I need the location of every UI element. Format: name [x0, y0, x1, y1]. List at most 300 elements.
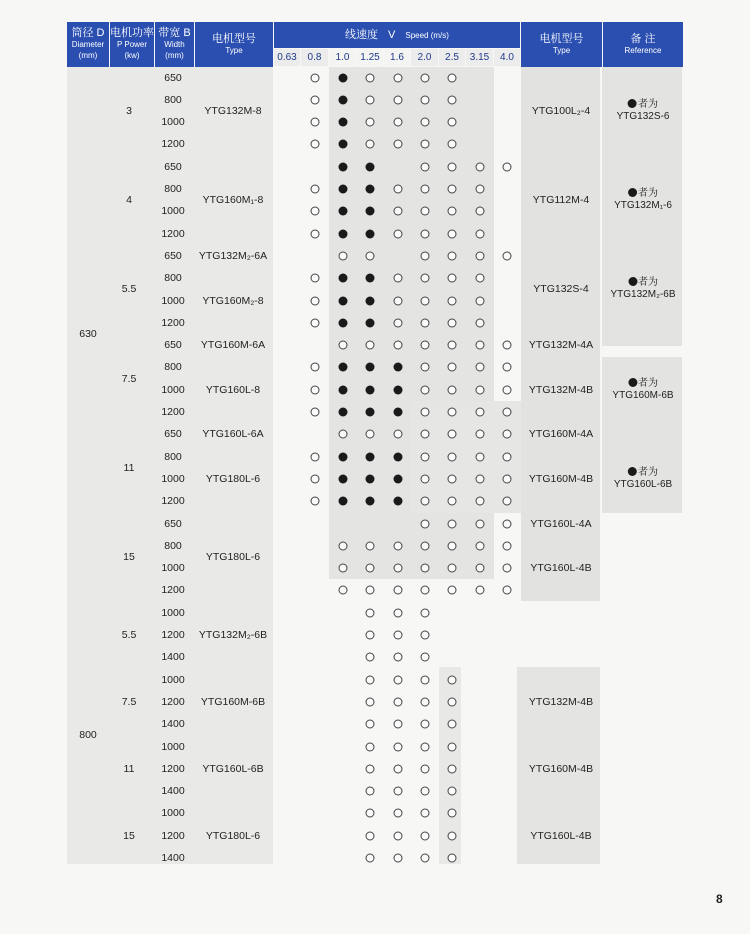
open-circle-icon — [394, 207, 403, 216]
open-circle-icon — [448, 229, 457, 238]
open-circle-icon — [448, 742, 457, 751]
motor-type-2: YTG160L-4A — [530, 517, 592, 530]
filled-dot-icon — [394, 497, 403, 506]
type-header — [195, 22, 273, 67]
open-circle-icon — [421, 296, 430, 305]
open-circle-icon — [476, 185, 485, 194]
open-circle-icon — [503, 564, 512, 573]
open-circle-icon — [448, 787, 457, 796]
belt-width: 1000 — [161, 606, 185, 619]
motor-type: YTG132M₂-6B — [198, 629, 268, 641]
speed-col-header: 2.5 — [439, 49, 465, 66]
open-circle-icon — [311, 452, 320, 461]
open-circle-icon — [476, 497, 485, 506]
diameter-header — [67, 22, 109, 67]
belt-width: 1200 — [161, 316, 185, 329]
open-circle-icon — [339, 586, 348, 595]
open-circle-icon — [448, 318, 457, 327]
power-header — [110, 22, 154, 67]
open-circle-icon — [421, 185, 430, 194]
open-circle-icon — [476, 385, 485, 394]
belt-width: 1000 — [161, 673, 185, 686]
belt-width: 1000 — [161, 205, 185, 218]
open-circle-icon — [448, 185, 457, 194]
filled-dot-icon — [366, 497, 375, 506]
open-circle-icon — [476, 430, 485, 439]
filled-dot-icon — [339, 274, 348, 283]
width-header-en1: Width — [164, 40, 185, 49]
reference-note — [614, 467, 672, 491]
open-circle-icon — [366, 564, 375, 573]
open-circle-icon — [394, 185, 403, 194]
open-circle-icon — [448, 430, 457, 439]
speed-header-zh: 线速度 — [345, 28, 379, 41]
power-value: 7.5 — [121, 372, 137, 385]
motor-type: YTG160L-6B — [202, 762, 264, 775]
open-circle-icon — [421, 608, 430, 617]
open-circle-icon — [503, 341, 512, 350]
motor-type: YTG160M₁-8 — [202, 194, 264, 207]
belt-width: 650 — [164, 249, 182, 262]
open-circle-icon — [503, 497, 512, 506]
open-circle-icon — [394, 564, 403, 573]
belt-width: 1400 — [161, 651, 185, 664]
open-circle-icon — [339, 564, 348, 573]
open-circle-icon — [448, 363, 457, 372]
open-circle-icon — [448, 497, 457, 506]
open-circle-icon — [448, 207, 457, 216]
open-circle-icon — [394, 296, 403, 305]
open-circle-icon — [503, 430, 512, 439]
open-circle-icon — [476, 251, 485, 260]
belt-width: 650 — [164, 339, 182, 352]
reference-line-2: YTG132M₂-6B — [610, 289, 676, 301]
open-circle-icon — [421, 564, 430, 573]
open-circle-icon — [339, 541, 348, 550]
belt-width: 650 — [164, 428, 182, 441]
reference-line-1 — [617, 99, 670, 111]
power-value: 11 — [123, 461, 135, 474]
open-circle-icon — [421, 363, 430, 372]
belt-width: 800 — [164, 272, 182, 285]
belt-width: 1000 — [161, 740, 185, 753]
open-circle-icon — [448, 408, 457, 417]
belt-width: 1200 — [161, 829, 185, 842]
filled-dot-icon — [628, 378, 637, 387]
reference-line-1-text: 者为 — [638, 98, 658, 110]
open-circle-icon — [394, 341, 403, 350]
motor-type: YTG132M₂-6A — [198, 249, 268, 262]
open-circle-icon — [421, 140, 430, 149]
diameter-header-zh: 筒径 D — [71, 27, 105, 39]
motor-type-2: YTG160M-4A — [528, 428, 594, 441]
open-circle-icon — [448, 675, 457, 684]
open-circle-icon — [421, 162, 430, 171]
power-header-en1: P Power — [116, 40, 148, 49]
open-circle-icon — [421, 408, 430, 417]
open-circle-icon — [394, 318, 403, 327]
open-circle-icon — [448, 764, 457, 773]
open-circle-icon — [366, 631, 375, 640]
motor-type: YTG180L-6 — [205, 550, 261, 563]
open-circle-icon — [339, 251, 348, 260]
open-circle-icon — [421, 586, 430, 595]
belt-width: 1400 — [161, 718, 185, 731]
open-circle-icon — [503, 363, 512, 372]
reference-note — [612, 378, 673, 402]
reference-line-1-text: 者为 — [637, 377, 658, 389]
open-circle-icon — [394, 720, 403, 729]
motor-type: YTG180L-6 — [205, 829, 261, 842]
open-circle-icon — [448, 564, 457, 573]
open-circle-icon — [421, 452, 430, 461]
filled-dot-icon — [366, 296, 375, 305]
open-circle-icon — [503, 385, 512, 394]
motor-type-2: YTG160M-4B — [528, 472, 594, 485]
open-circle-icon — [394, 608, 403, 617]
reference-note — [610, 277, 675, 301]
open-circle-icon — [448, 831, 457, 840]
open-circle-icon — [448, 251, 457, 260]
open-circle-icon — [476, 519, 485, 528]
motor-type: YTG160M-6B — [200, 695, 266, 708]
open-circle-icon — [421, 474, 430, 483]
filled-dot-icon — [628, 467, 637, 476]
open-circle-icon — [394, 274, 403, 283]
open-circle-icon — [476, 363, 485, 372]
belt-width: 1000 — [161, 294, 185, 307]
filled-dot-icon — [339, 229, 348, 238]
open-circle-icon — [448, 95, 457, 104]
belt-width: 1200 — [161, 406, 185, 418]
type2-header-en1: Type — [552, 45, 571, 55]
open-circle-icon — [476, 408, 485, 417]
open-circle-icon — [448, 296, 457, 305]
open-circle-icon — [394, 854, 403, 863]
motor-type-2: YTG160M-4B — [528, 762, 594, 775]
type-header-en1: Type — [225, 45, 243, 55]
open-circle-icon — [476, 541, 485, 550]
width-header-zh: 带宽 B — [158, 27, 191, 39]
open-circle-icon — [476, 586, 485, 595]
open-circle-icon — [421, 742, 430, 751]
open-circle-icon — [394, 95, 403, 104]
motor-type-2: YTG100L₂-4 — [531, 104, 591, 117]
open-circle-icon — [366, 675, 375, 684]
open-circle-icon — [476, 229, 485, 238]
open-circle-icon — [476, 318, 485, 327]
open-circle-icon — [421, 809, 430, 818]
open-circle-icon — [448, 162, 457, 171]
open-circle-icon — [503, 408, 512, 417]
open-circle-icon — [394, 631, 403, 640]
open-circle-icon — [448, 854, 457, 863]
reference-line-2: YTG132M₁-6 — [614, 200, 672, 212]
filled-dot-icon — [366, 408, 375, 417]
belt-width: 650 — [164, 517, 182, 530]
motor-type: YTG132M-8 — [204, 104, 262, 117]
open-circle-icon — [476, 564, 485, 573]
belt-width: 650 — [164, 71, 182, 84]
diameter-header-en1: Diameter — [71, 40, 105, 49]
open-circle-icon — [448, 341, 457, 350]
motor-type-2: YTG132S-4 — [533, 283, 589, 296]
speed-col-header: 2.0 — [411, 49, 438, 66]
open-circle-icon — [394, 541, 403, 550]
open-circle-icon — [366, 430, 375, 439]
open-circle-icon — [503, 541, 512, 550]
open-circle-icon — [448, 274, 457, 283]
open-circle-icon — [366, 608, 375, 617]
belt-width: 1000 — [161, 562, 185, 575]
open-circle-icon — [448, 720, 457, 729]
filled-dot-icon — [366, 162, 375, 171]
open-circle-icon — [448, 140, 457, 149]
belt-width: 800 — [164, 450, 182, 463]
open-circle-icon — [311, 185, 320, 194]
motor-type-2: YTG160L-4B — [530, 829, 592, 842]
diameter-header-en2: (mm) — [78, 51, 98, 60]
power-value: 11 — [123, 762, 135, 775]
open-circle-icon — [366, 854, 375, 863]
open-circle-icon — [421, 318, 430, 327]
power-value: 15 — [123, 550, 135, 563]
reference-line-1-text: 者为 — [638, 188, 658, 200]
diameter-value: 630 — [79, 327, 97, 340]
filled-dot-icon — [339, 118, 348, 127]
motor-type-2: YTG132M-4A — [528, 339, 594, 352]
open-circle-icon — [503, 474, 512, 483]
open-circle-icon — [476, 452, 485, 461]
open-circle-icon — [421, 831, 430, 840]
open-circle-icon — [366, 140, 375, 149]
reference-header-en1: Reference — [624, 45, 662, 55]
open-circle-icon — [311, 497, 320, 506]
reference-line-1 — [614, 188, 672, 200]
filled-dot-icon — [628, 188, 637, 197]
belt-width: 1400 — [161, 852, 185, 864]
speed-col-header: 1.6 — [384, 49, 410, 66]
motor-type-2: YTG160L-4B — [530, 562, 592, 575]
open-circle-icon — [448, 586, 457, 595]
open-circle-icon — [448, 452, 457, 461]
filled-dot-icon — [366, 318, 375, 327]
speed-header-v: V — [388, 28, 396, 41]
open-circle-icon — [421, 251, 430, 260]
filled-dot-icon — [339, 497, 348, 506]
open-circle-icon — [421, 497, 430, 506]
open-circle-icon — [448, 541, 457, 550]
open-circle-icon — [366, 764, 375, 773]
open-circle-icon — [311, 207, 320, 216]
power-value: 4 — [126, 194, 132, 207]
open-circle-icon — [476, 207, 485, 216]
open-circle-icon — [421, 341, 430, 350]
power-value: 7.5 — [121, 695, 137, 708]
open-circle-icon — [421, 385, 430, 394]
speed-col-header: 0.63 — [274, 49, 300, 66]
filled-dot-icon — [339, 474, 348, 483]
power-value: 5.5 — [121, 629, 137, 641]
reference-note — [617, 99, 670, 123]
motor-type: YTG160L-6A — [202, 428, 264, 441]
belt-width: 1200 — [161, 138, 185, 151]
open-circle-icon — [394, 809, 403, 818]
open-circle-icon — [311, 140, 320, 149]
open-circle-icon — [366, 118, 375, 127]
open-circle-icon — [366, 787, 375, 796]
open-circle-icon — [311, 296, 320, 305]
reference-line-1 — [612, 378, 673, 390]
open-circle-icon — [421, 720, 430, 729]
motor-type: YTG160M-6A — [200, 339, 266, 352]
speed-header-en: Speed (m/s) — [405, 30, 449, 40]
open-circle-icon — [503, 251, 512, 260]
page-number: 8 — [716, 892, 723, 906]
motor-type-2: YTG112M-4 — [532, 194, 590, 207]
open-circle-icon — [503, 162, 512, 171]
type2-header-zh: 电机型号 — [539, 32, 584, 45]
reference-header-zh: 备 注 — [630, 32, 656, 45]
belt-width: 1200 — [161, 227, 185, 240]
filled-dot-icon — [366, 452, 375, 461]
open-circle-icon — [421, 118, 430, 127]
filled-dot-icon — [366, 207, 375, 216]
open-circle-icon — [421, 73, 430, 82]
open-circle-icon — [503, 452, 512, 461]
motor-type-2: YTG132M-4B — [528, 383, 594, 396]
open-circle-icon — [421, 631, 430, 640]
open-circle-icon — [366, 697, 375, 706]
open-circle-icon — [311, 95, 320, 104]
open-circle-icon — [448, 519, 457, 528]
open-circle-icon — [311, 363, 320, 372]
open-circle-icon — [394, 229, 403, 238]
open-circle-icon — [311, 274, 320, 283]
filled-dot-icon — [366, 363, 375, 372]
open-circle-icon — [394, 787, 403, 796]
open-circle-icon — [448, 118, 457, 127]
open-circle-icon — [366, 541, 375, 550]
belt-width: 1000 — [161, 472, 185, 485]
open-circle-icon — [366, 742, 375, 751]
filled-dot-icon — [339, 296, 348, 305]
open-circle-icon — [448, 73, 457, 82]
filled-dot-icon — [628, 277, 637, 286]
open-circle-icon — [421, 854, 430, 863]
type-header-zh: 电机型号 — [212, 32, 256, 45]
open-circle-icon — [366, 809, 375, 818]
power-value: 15 — [123, 829, 135, 842]
open-circle-icon — [476, 162, 485, 171]
belt-width: 1200 — [161, 584, 185, 597]
filled-dot-icon — [339, 385, 348, 394]
type2-header — [521, 22, 602, 67]
open-circle-icon — [311, 318, 320, 327]
open-circle-icon — [476, 296, 485, 305]
open-circle-icon — [421, 430, 430, 439]
belt-width: 800 — [164, 539, 182, 552]
reference-line-1-text: 者为 — [638, 466, 658, 478]
diameter-value: 800 — [79, 729, 97, 742]
filled-dot-icon — [339, 185, 348, 194]
motor-type: YTG180L-6 — [205, 472, 261, 485]
power-value: 5.5 — [121, 283, 137, 296]
filled-dot-icon — [366, 274, 375, 283]
speed-header — [274, 22, 520, 48]
open-circle-icon — [421, 653, 430, 662]
open-circle-icon — [366, 831, 375, 840]
open-circle-icon — [503, 519, 512, 528]
speed-col-header: 0.8 — [301, 49, 328, 66]
open-circle-icon — [421, 229, 430, 238]
filled-dot-icon — [366, 385, 375, 394]
motor-type-2: YTG132M-4B — [528, 695, 594, 708]
open-circle-icon — [476, 474, 485, 483]
open-circle-icon — [311, 385, 320, 394]
belt-width: 800 — [164, 361, 182, 374]
belt-width: 1000 — [161, 383, 185, 396]
open-circle-icon — [366, 720, 375, 729]
open-circle-icon — [421, 764, 430, 773]
open-circle-icon — [421, 541, 430, 550]
open-circle-icon — [448, 697, 457, 706]
belt-width: 800 — [164, 93, 182, 106]
open-circle-icon — [311, 474, 320, 483]
filled-dot-icon — [366, 185, 375, 194]
belt-width: 1000 — [161, 116, 185, 129]
power-header-en2: (kw) — [124, 51, 140, 60]
filled-dot-icon — [394, 408, 403, 417]
open-circle-icon — [421, 95, 430, 104]
open-circle-icon — [448, 809, 457, 818]
open-circle-icon — [394, 118, 403, 127]
filled-dot-icon — [339, 95, 348, 104]
open-circle-icon — [339, 341, 348, 350]
open-circle-icon — [366, 251, 375, 260]
open-circle-icon — [476, 274, 485, 283]
belt-width: 1200 — [161, 695, 185, 708]
reference-note — [614, 188, 672, 212]
speed-col-header: 1.0 — [329, 49, 356, 66]
open-circle-icon — [366, 95, 375, 104]
open-circle-icon — [394, 764, 403, 773]
filled-dot-icon — [366, 229, 375, 238]
open-circle-icon — [448, 385, 457, 394]
open-circle-icon — [394, 742, 403, 751]
belt-width: 1200 — [161, 762, 185, 775]
open-circle-icon — [394, 697, 403, 706]
power-header-zh: 电机功率 — [110, 27, 154, 39]
reference-line-2: YTG160M-6B — [612, 389, 674, 401]
open-circle-icon — [366, 586, 375, 595]
filled-dot-icon — [339, 363, 348, 372]
open-circle-icon — [421, 675, 430, 684]
open-circle-icon — [421, 697, 430, 706]
filled-dot-icon — [628, 99, 637, 108]
open-circle-icon — [311, 408, 320, 417]
open-circle-icon — [421, 207, 430, 216]
open-circle-icon — [311, 118, 320, 127]
open-circle-icon — [339, 430, 348, 439]
filled-dot-icon — [394, 474, 403, 483]
open-circle-icon — [394, 140, 403, 149]
filled-dot-icon — [339, 73, 348, 82]
open-circle-icon — [394, 430, 403, 439]
filled-dot-icon — [339, 318, 348, 327]
width-header-en2: (mm) — [165, 51, 184, 60]
open-circle-icon — [503, 586, 512, 595]
